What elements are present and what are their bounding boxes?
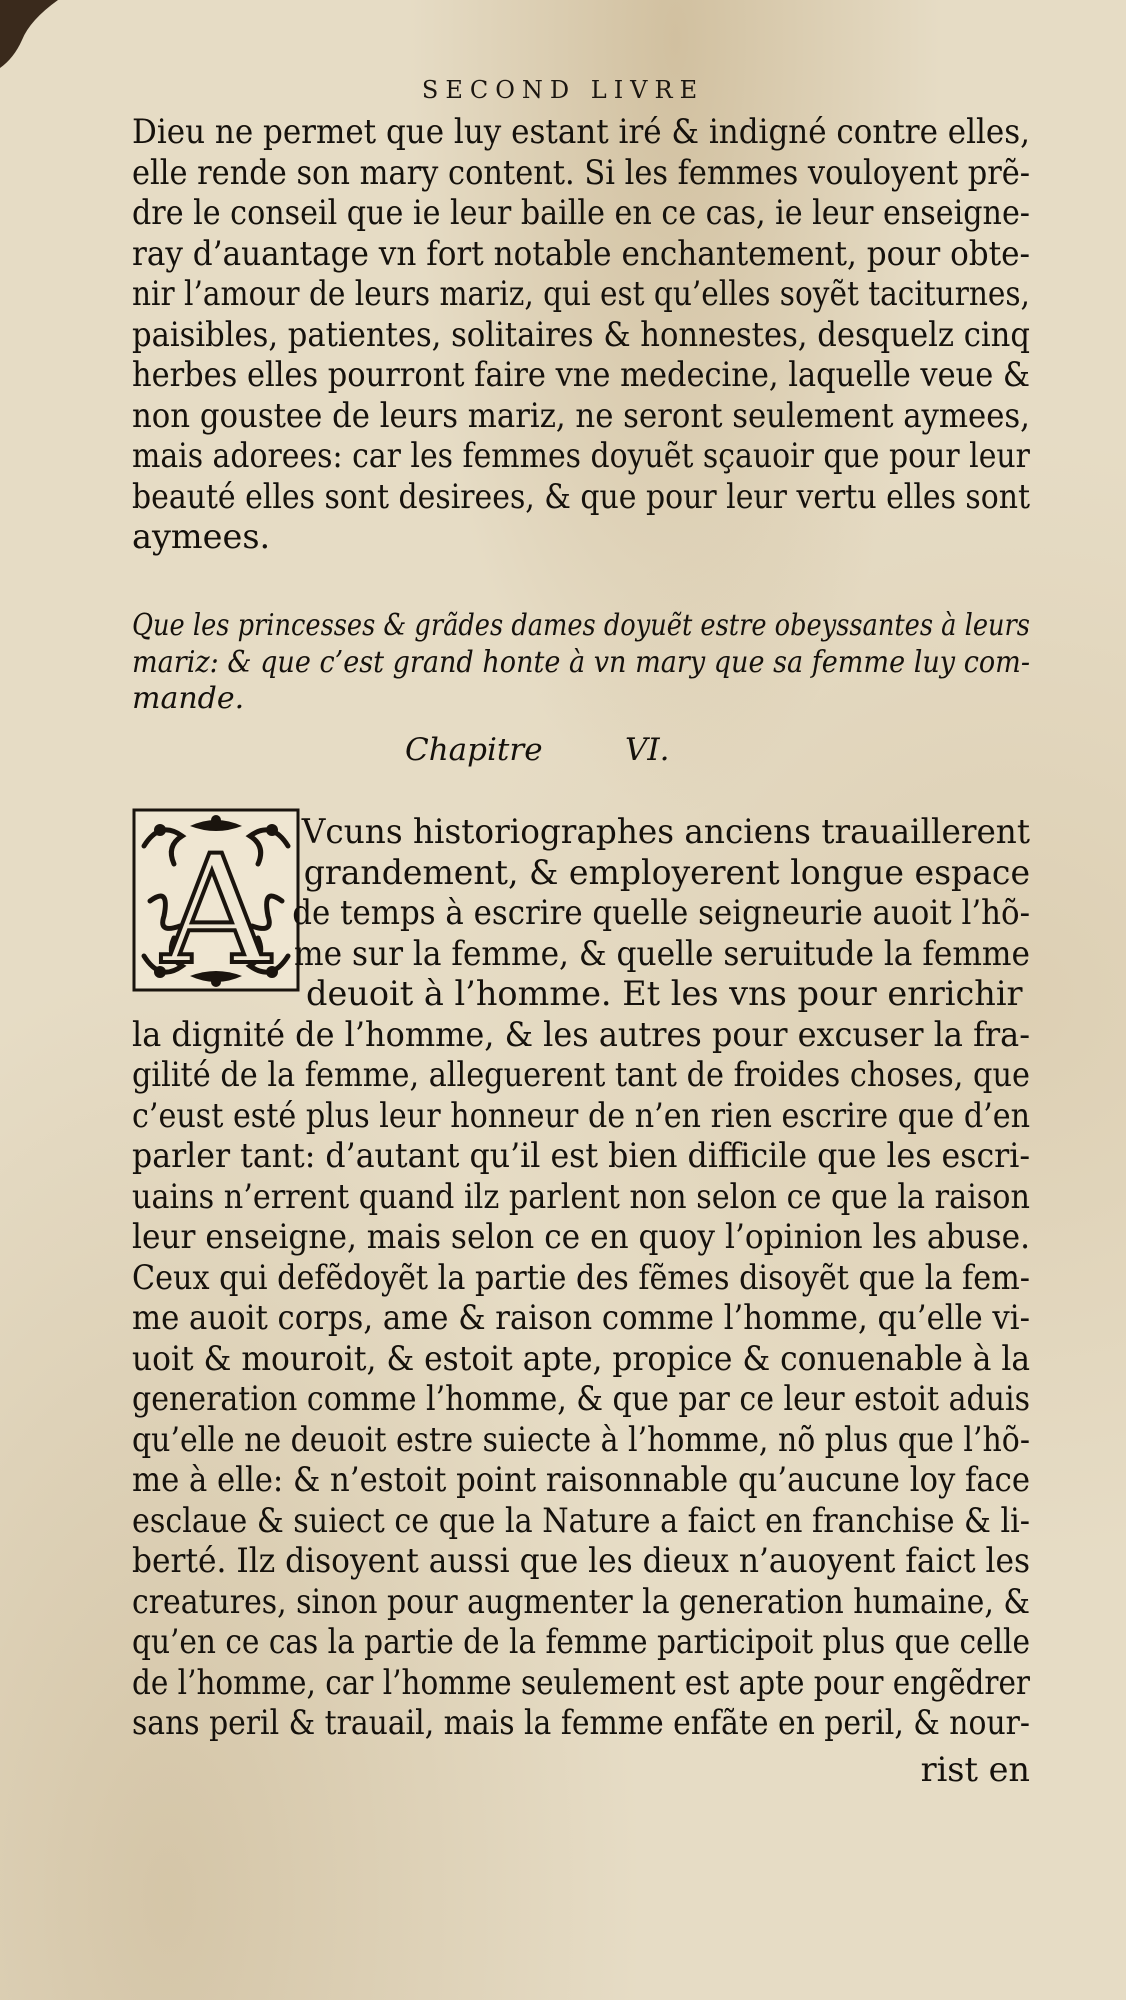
chapter-rubric: [132, 608, 1126, 718]
text-line: qu’en ce cas la partie de la femme participoit plus que celle: [132, 1622, 1030, 1661]
text-line: elle rende son mary content. Si les femmes vouloyent prẽ-: [132, 152, 1031, 192]
text-line: herbes elles pourront faire vne medecine, laquelle veue &: [132, 355, 1031, 394]
text-line: berté. Ilz disoyent aussi que les dieux n’auoyent faict les: [132, 1541, 1031, 1580]
text-line: me sur la femme, & quelle seruitude la femme: [294, 933, 1030, 973]
text-line: mais adorees: car les femmes doyuẽt sçauoir que pour leur: [132, 436, 1030, 475]
text-line: grandement, & employerent longue espace: [303, 852, 1031, 892]
text-line: nir l’amour de leurs mariz, qui est qu’elles soyẽt taciturnes,: [132, 274, 1030, 313]
text-line: deuoit à l’homme. Et les vns pour enrichir: [306, 974, 1023, 1013]
text-line: creatures, sinon pour augmenter la generation humaine, &: [132, 1581, 1030, 1621]
text-line: sans peril & trauail, mais la femme enfãte en peril, & nour-: [132, 1703, 1031, 1742]
text-line: parler tant: d’autant qu’il est bien difficile que les escri-: [132, 1136, 1031, 1175]
text-line: uains n’errent quand ilz parlent non selon ce que la raison: [132, 1176, 1030, 1216]
text-line: uoit & mouroit, & estoit apte, propice & conuenable à la: [132, 1338, 1030, 1378]
text-line: me auoit corps, ame & raison comme l’homme, qu’elle vi-: [132, 1298, 1030, 1337]
text-line: la dignité de l’homme, & les autres pour excuser la fra-: [132, 1014, 1031, 1054]
catchword: rist en: [920, 1750, 1030, 1789]
rubric-line: mariz: & que c’est grand honte à vn mary que sa femme luy com-: [132, 644, 1030, 680]
text-line: non goustee de leurs mariz, ne seront seulement aymees,: [132, 395, 1030, 435]
text-line: me à elle: & n’estoit point raisonnable qu’aucune loy face: [132, 1460, 1031, 1499]
rubric-line: Que les princesses & grãdes dames doyuẽt estre obeyssantes à leurs: [132, 608, 1030, 643]
chapter-word: Chapitre: [405, 732, 543, 768]
text-line: ray d’auantage vn fort notable enchantement, pour obte-: [132, 233, 1031, 273]
text-line: qu’elle ne deuoit estre suiecte à l’homme, nõ plus que l’hõ-: [132, 1419, 1030, 1459]
text-line: generation comme l’homme, & que par ce leur estoit aduis: [132, 1379, 1031, 1418]
running-head: SECOND LIVRE: [421, 76, 705, 104]
text-line: beauté elles sont desirees, & que pour leur vertu elles sont: [132, 476, 1031, 516]
text-line: gilité de la femme, alleguerent tant de froides choses, que: [132, 1055, 1030, 1094]
chapter-number: VI.: [625, 732, 670, 768]
text-line: Vcuns historiographes anciens trauaillerent: [301, 812, 1031, 851]
text-line: dre le conseil que ie leur baille en ce cas, ie leur enseigne-: [132, 193, 1030, 232]
text-line: de l’homme, car l’homme seulement est apte pour engẽdrer: [132, 1662, 1030, 1702]
drop-initial-letter: A: [161, 824, 271, 994]
torn-corner: [0, 0, 60, 70]
text-line: de temps à escrire quelle seigneurie auoit l’hõ-: [292, 893, 1031, 932]
text-line: paisibles, patientes, solitaires & honnestes, desquelz cinq: [132, 314, 1030, 354]
text-line: Dieu ne permet que luy estant iré & indigné contre elles,: [132, 112, 1031, 151]
paragraph-2: [132, 812, 1126, 1744]
text-line: c’eust esté plus leur honneur de n’en rien escrire que d’en: [132, 1095, 1031, 1135]
text-line: leur enseigne, mais selon ce en quoy l’opinion les abuse.: [132, 1217, 1031, 1256]
rubric-line: mande.: [132, 681, 245, 716]
text-line: aymees.: [132, 517, 271, 556]
text-line: esclaue & suiect ce que la Nature a faict en franchise & li-: [132, 1500, 1031, 1540]
text-line: Ceux qui defẽdoyẽt la partie des fẽmes disoyẽt que la fem-: [132, 1257, 1030, 1297]
paragraph-1: [132, 112, 1126, 558]
